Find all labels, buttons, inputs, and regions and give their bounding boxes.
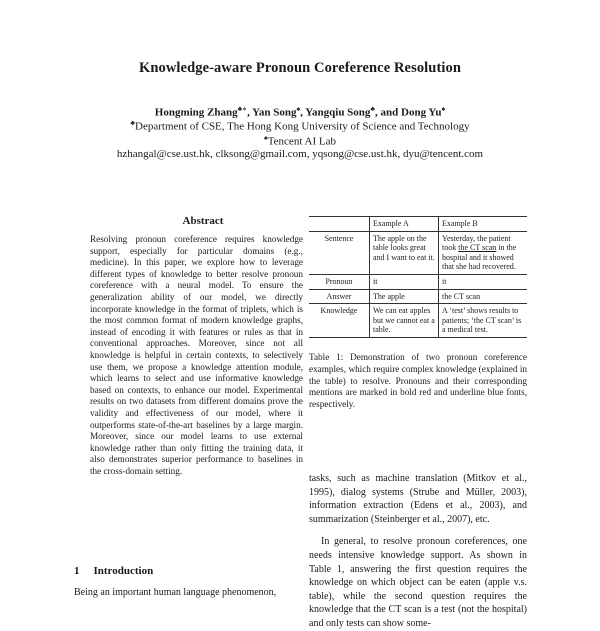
table-cell: The apple on the table looks great and I want to eat it. xyxy=(370,231,439,274)
cell-text: Yesterday, the patient took xyxy=(442,233,511,253)
table-header-row xyxy=(309,217,527,232)
table-cell: We can eat apples but we cannot eat a table. xyxy=(370,304,439,338)
cell-text: in the hospital and it showed that she had recovered. xyxy=(442,243,517,272)
table-cell: it xyxy=(370,274,439,289)
body-paragraph: In general, to resolve pronoun coreferences, one needs intensive knowledge support. As shown in Table 1, answering the first question requires the knowledge on which object can be eaten (apple v.s. table), while the second question requires the knowledge that the CT scan is a test (not the hospital) and only tests can show some- xyxy=(309,536,527,629)
author-emails: hzhangal@cse.ust.hk, clksong@gmail.com, yqsong@cse.ust.hk, dyu@tencent.com xyxy=(116,148,484,160)
affiliation-mark: ♣ xyxy=(130,119,136,127)
affiliation-mark: ♠ xyxy=(264,134,268,142)
author-name: Dong Yu xyxy=(401,106,442,119)
row-label: Pronoun xyxy=(309,274,370,289)
author-name: Yangqiu Song xyxy=(305,106,371,119)
intro-paragraph: Being an important human language phenomenon, xyxy=(74,587,277,598)
table-row xyxy=(309,231,527,274)
table-header-cell xyxy=(309,217,370,232)
table-cell: the CT scan xyxy=(439,289,528,304)
abstract-body: Resolving pronoun coreference requires knowledge support, especially for particular domains (e.g., medicine). In this paper, we explore how to leverage different types of knowledge to better resolve pronoun coreference with a neural model. To ensure the generalization ability of our model, we directly incorporate knowledge in the format of triplets, which is the most common format of modern knowledge graphs, instead of encoding it with features or rules as that in conventional approaches. Moreover, since not all knowledge is helpful in certain contexts, to selectively use them, we propose a knowledge attention module, which learns to select and use informative knowledge based on contexts, to enhance our model. Experimental results on two datasets from different domains prove the validity and effectiveness of our model, where it outperforms state-of-the-art baselines by a large margin. Moreover, since our model learns to use external knowledge rather than only fitting the training data, it also demonstrates superior performance to baselines in the cross-domain setting. xyxy=(90,234,303,476)
affiliation-text: Tencent AI Lab xyxy=(267,135,336,148)
table-caption: Table 1: Demonstration of two pronoun coreference examples, which require complex knowledge (explained in the table) to resolve. Pronouns and their corresponding mentions are marked in bold red and underline blue fonts, respectively. xyxy=(309,352,527,410)
row-label: Knowledge xyxy=(309,304,370,338)
affiliation-cse xyxy=(0,119,600,133)
table-cell: A ‘test’ shows results to patients; ‘the CT scan’ is a medical test. xyxy=(439,304,528,338)
row-label: Answer xyxy=(309,289,370,304)
author-separator: , and xyxy=(375,106,402,119)
author-mark: ♣ xyxy=(237,105,243,113)
affiliation-text: Department of CSE, The Hong Kong University of Science and Technology xyxy=(135,120,470,133)
table-header-cell: Example A xyxy=(370,217,439,232)
author-separator: , xyxy=(247,106,253,119)
author-mark: ♣ xyxy=(370,105,376,113)
right-column-body xyxy=(309,472,527,631)
table-header-cell: Example B xyxy=(439,217,528,232)
body-paragraph: tasks, such as machine translation (Mitkov et al., 1995), dialog systems (Strube and Müller, 2003), information extraction (Edens et al., 2003), and summarization (Steinberger et al., 2007), etc. xyxy=(309,473,527,525)
table-row xyxy=(309,289,527,304)
table-cell xyxy=(439,231,528,274)
author-mark: ♠ xyxy=(296,105,301,113)
underlined-mention: the CT scan xyxy=(458,243,497,253)
section-number: 1 xyxy=(74,565,80,577)
row-label: Sentence xyxy=(309,231,370,274)
author-name: Hongming Zhang xyxy=(154,106,238,119)
section-heading xyxy=(74,565,153,577)
example-table xyxy=(309,216,527,338)
affiliation-tencent xyxy=(0,134,600,148)
author-name: Yan Song xyxy=(252,106,297,119)
paper-title: Knowledge-aware Pronoun Coreference Resolution xyxy=(138,60,462,76)
table-row xyxy=(309,274,527,289)
table-cell: The apple xyxy=(370,289,439,304)
author-mark: ♠ xyxy=(441,105,446,113)
table-cell: it xyxy=(439,274,528,289)
section-title: Introduction xyxy=(93,565,154,577)
table-row xyxy=(309,304,527,338)
abstract-heading: Abstract xyxy=(182,215,224,227)
author-separator: , xyxy=(300,106,306,119)
author-mark: ∗ xyxy=(242,105,248,113)
author-list xyxy=(0,104,600,119)
